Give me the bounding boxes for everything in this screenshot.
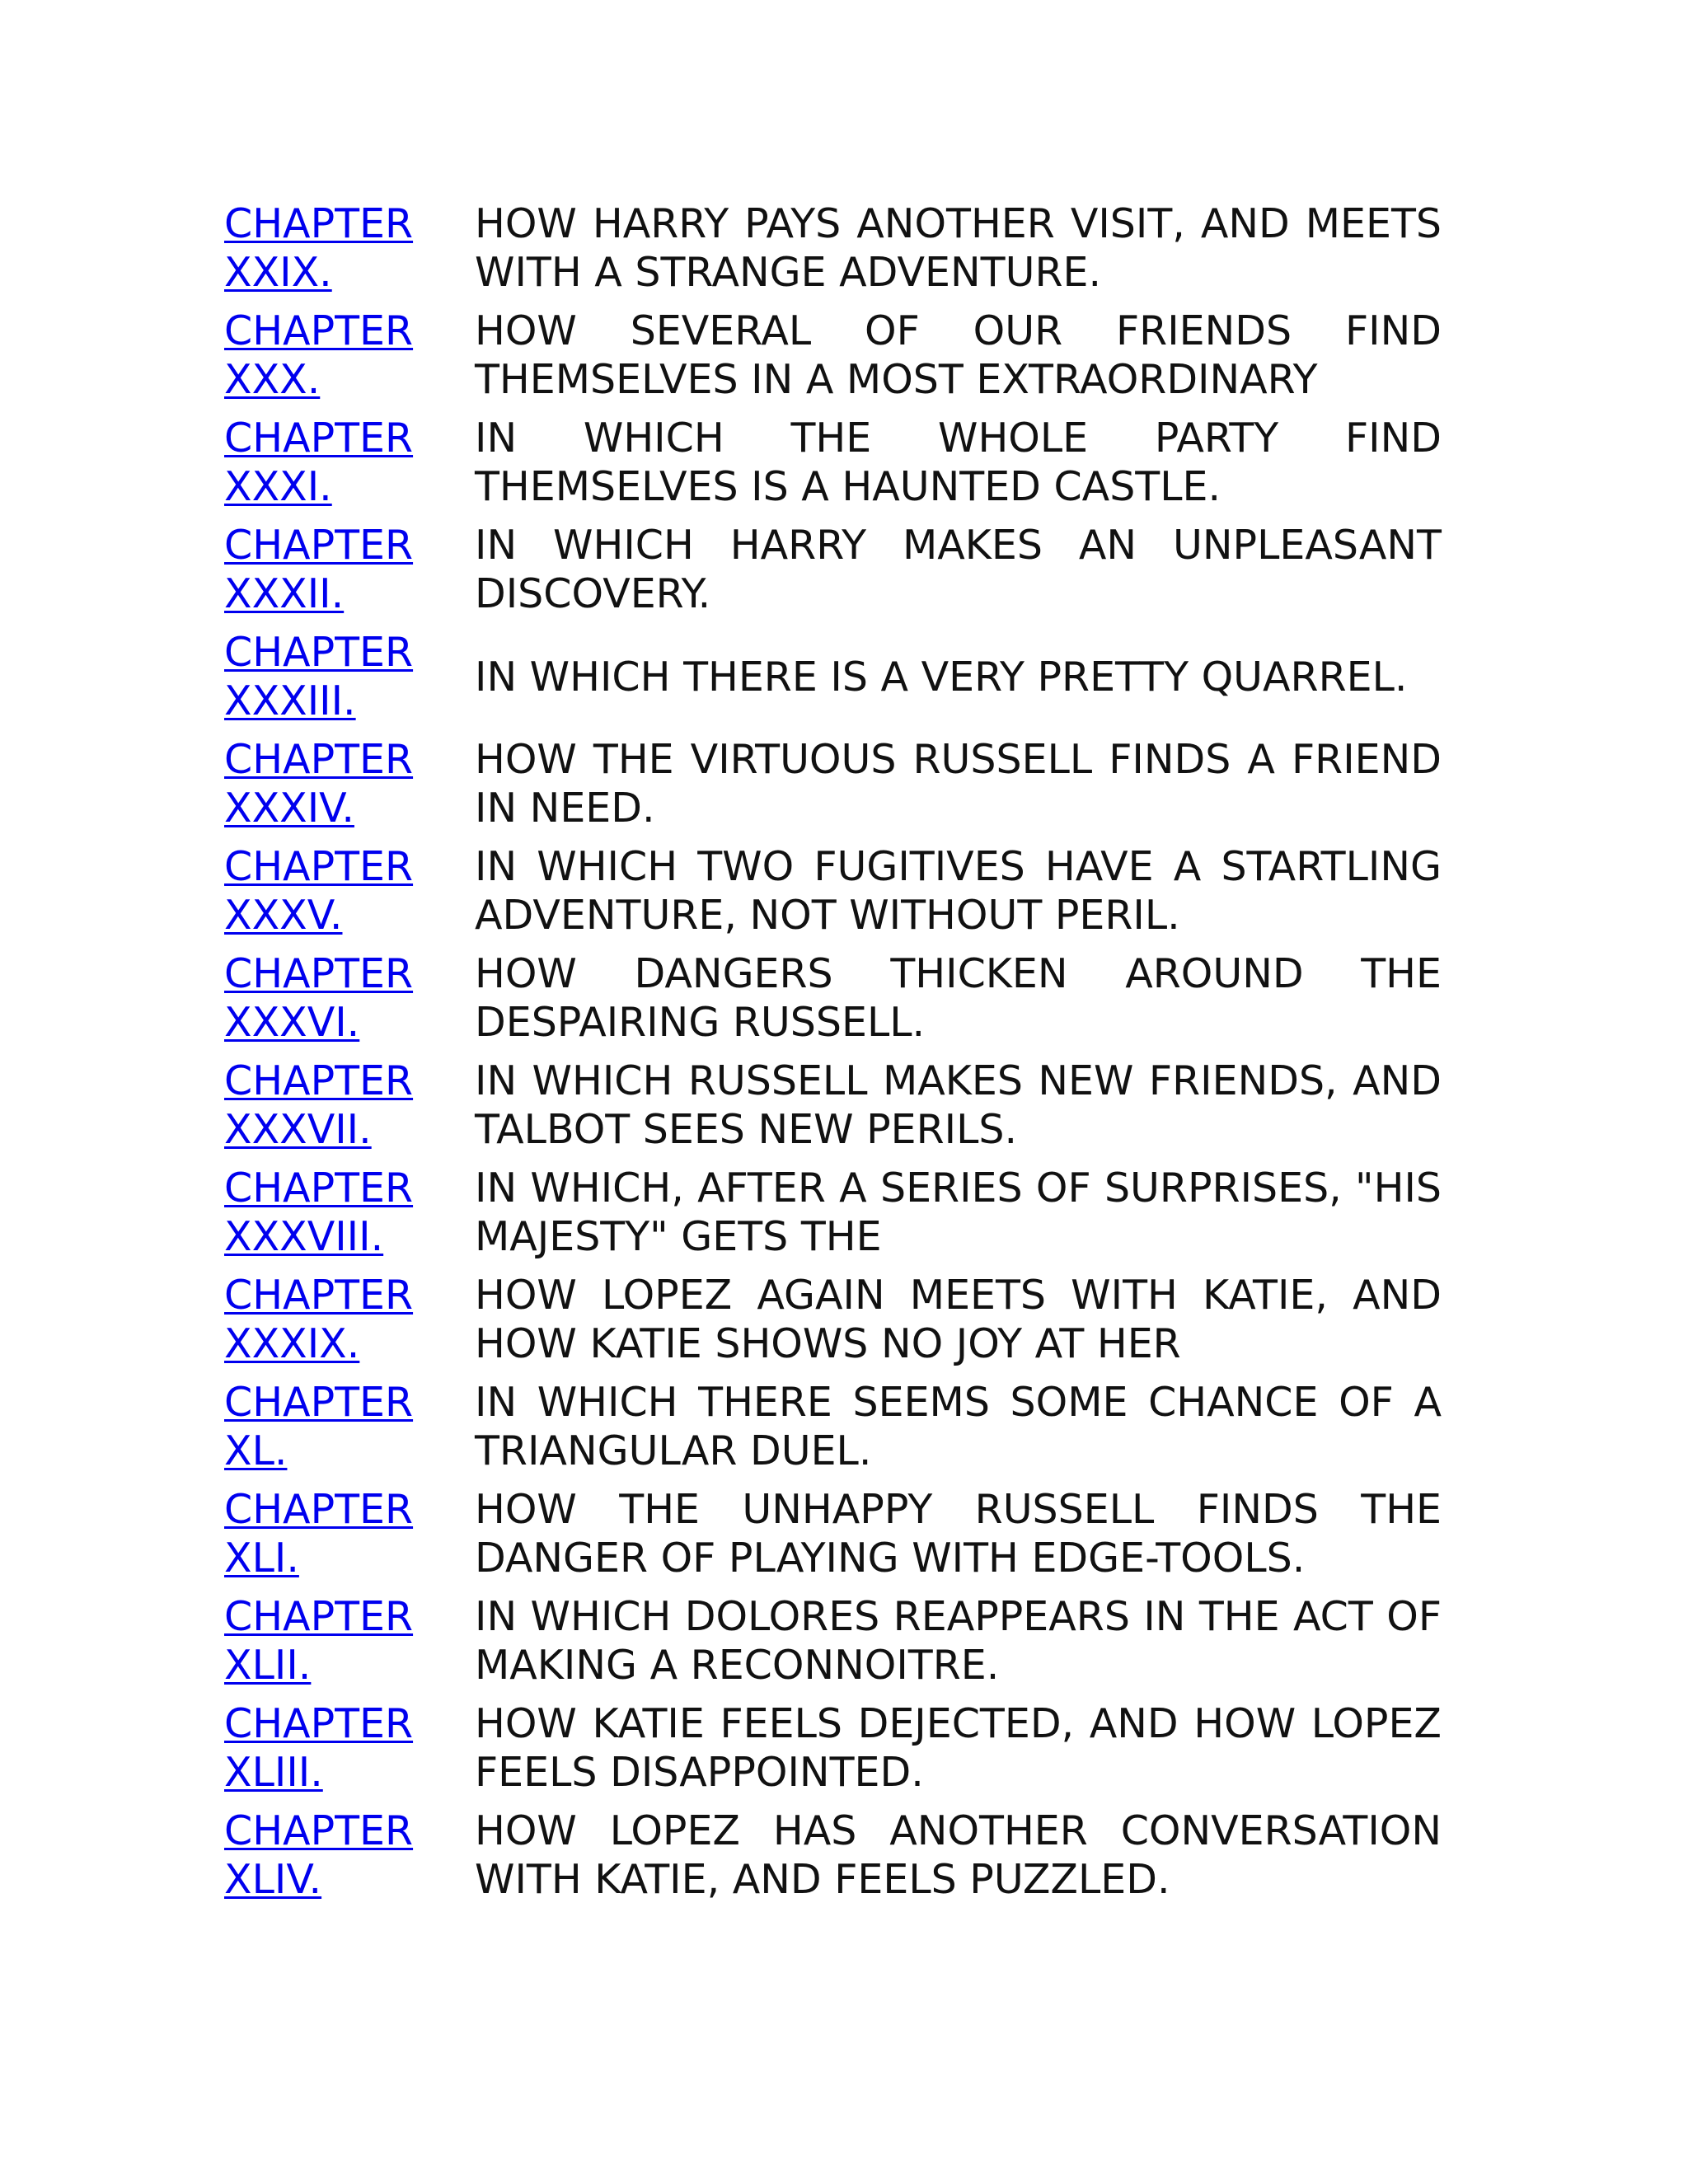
chapter-cell	[224, 1483, 475, 1591]
toc-row	[224, 1269, 1442, 1376]
chapter-title: IN WHICH, AFTER A SERIES OF SURPRISES, "HIS MAJESTY" GETS THE	[475, 1165, 1442, 1260]
chapter-title: IN WHICH THERE SEEMS SOME CHANCE OF A TRIANGULAR DUEL.	[475, 1379, 1442, 1474]
toc-row	[224, 1698, 1442, 1805]
chapter-link-xxxviii[interactable]: CHAPTER XXXVIII.	[224, 1165, 414, 1260]
chapter-title: IN WHICH THERE IS A VERY PRETTY QUARREL.	[475, 653, 1408, 701]
chapter-title: HOW HARRY PAYS ANOTHER VISIT, AND MEETS WITH A STRANGE ADVENTURE.	[475, 200, 1442, 296]
chapter-cell	[224, 733, 475, 841]
toc-row	[224, 948, 1442, 1055]
chapter-cell	[224, 1805, 475, 1912]
table-of-contents	[224, 198, 1442, 1912]
toc-row	[224, 412, 1442, 519]
chapter-link-xxxix[interactable]: CHAPTER XXXIX.	[224, 1272, 414, 1367]
toc-row	[224, 733, 1442, 841]
toc-row	[224, 1483, 1442, 1591]
chapter-title: IN WHICH TWO FUGITIVES HAVE A STARTLING ADVENTURE, NOT WITHOUT PERIL.	[475, 843, 1442, 939]
chapter-title: IN WHICH THE WHOLE PARTY FIND THEMSELVES IS A HAUNTED CASTLE.	[475, 415, 1442, 510]
chapter-title: HOW THE UNHAPPY RUSSELL FINDS THE DANGER OF PLAYING WITH EDGE-TOOLS.	[475, 1486, 1442, 1582]
chapter-link-xxxv[interactable]: CHAPTER XXXV.	[224, 843, 414, 939]
chapter-title: IN WHICH DOLORES REAPPEARS IN THE ACT OF MAKING A RECONNOITRE.	[475, 1593, 1442, 1689]
chapter-link-xli[interactable]: CHAPTER XLI.	[224, 1486, 414, 1582]
chapter-link-xxx[interactable]: CHAPTER XXX.	[224, 307, 414, 403]
toc-row	[224, 1376, 1442, 1483]
toc-row	[224, 841, 1442, 948]
chapter-cell	[224, 1591, 475, 1698]
chapter-title: IN WHICH HARRY MAKES AN UNPLEASANT DISCOVERY.	[475, 522, 1442, 617]
chapter-title: HOW LOPEZ HAS ANOTHER CONVERSATION WITH KATIE, AND FEELS PUZZLED.	[475, 1807, 1442, 1903]
chapter-cell	[224, 1162, 475, 1269]
chapter-link-xxxiii[interactable]: CHAPTER XXXIII.	[224, 629, 414, 724]
chapter-title: HOW SEVERAL OF OUR FRIENDS FIND THEMSELVES IN A MOST EXTRAORDINARY	[475, 307, 1442, 403]
chapter-cell	[224, 412, 475, 519]
chapter-cell	[224, 1698, 475, 1805]
chapter-title: HOW LOPEZ AGAIN MEETS WITH KATIE, AND HOW KATIE SHOWS NO JOY AT HER	[475, 1272, 1442, 1367]
chapter-cell	[224, 626, 475, 733]
chapter-link-xliv[interactable]: CHAPTER XLIV.	[224, 1807, 414, 1903]
toc-row	[224, 519, 1442, 626]
chapter-link-xliii[interactable]: CHAPTER XLIII.	[224, 1700, 414, 1796]
chapter-title: HOW KATIE FEELS DEJECTED, AND HOW LOPEZ FEELS DISAPPOINTED.	[475, 1700, 1442, 1796]
chapter-cell	[224, 1055, 475, 1162]
chapter-cell	[224, 305, 475, 412]
chapter-title: IN WHICH RUSSELL MAKES NEW FRIENDS, AND TALBOT SEES NEW PERILS.	[475, 1057, 1442, 1153]
toc-row	[224, 1162, 1442, 1269]
chapter-cell	[224, 1269, 475, 1376]
chapter-title: HOW DANGERS THICKEN AROUND THE DESPAIRING RUSSELL.	[475, 950, 1442, 1046]
chapter-link-xl[interactable]: CHAPTER XL.	[224, 1379, 414, 1474]
chapter-link-xxxvi[interactable]: CHAPTER XXXVI.	[224, 950, 414, 1046]
chapter-cell	[224, 841, 475, 948]
toc-row	[224, 1591, 1442, 1698]
chapter-link-xxix[interactable]: CHAPTER XXIX.	[224, 200, 414, 296]
chapter-cell	[224, 1376, 475, 1483]
chapter-cell	[224, 198, 475, 305]
chapter-link-xxxvii[interactable]: CHAPTER XXXVII.	[224, 1057, 414, 1153]
chapter-link-xxxii[interactable]: CHAPTER XXXII.	[224, 522, 414, 617]
toc-row	[224, 626, 1442, 733]
chapter-cell	[224, 948, 475, 1055]
chapter-link-xxxi[interactable]: CHAPTER XXXI.	[224, 415, 414, 510]
chapter-link-xlii[interactable]: CHAPTER XLII.	[224, 1593, 414, 1689]
toc-row	[224, 305, 1442, 412]
chapter-cell	[224, 519, 475, 626]
chapter-link-xxxiv[interactable]: CHAPTER XXXIV.	[224, 736, 414, 832]
toc-row	[224, 1055, 1442, 1162]
chapter-title: HOW THE VIRTUOUS RUSSELL FINDS A FRIEND IN NEED.	[475, 736, 1442, 832]
toc-row	[224, 198, 1442, 305]
toc-row	[224, 1805, 1442, 1912]
